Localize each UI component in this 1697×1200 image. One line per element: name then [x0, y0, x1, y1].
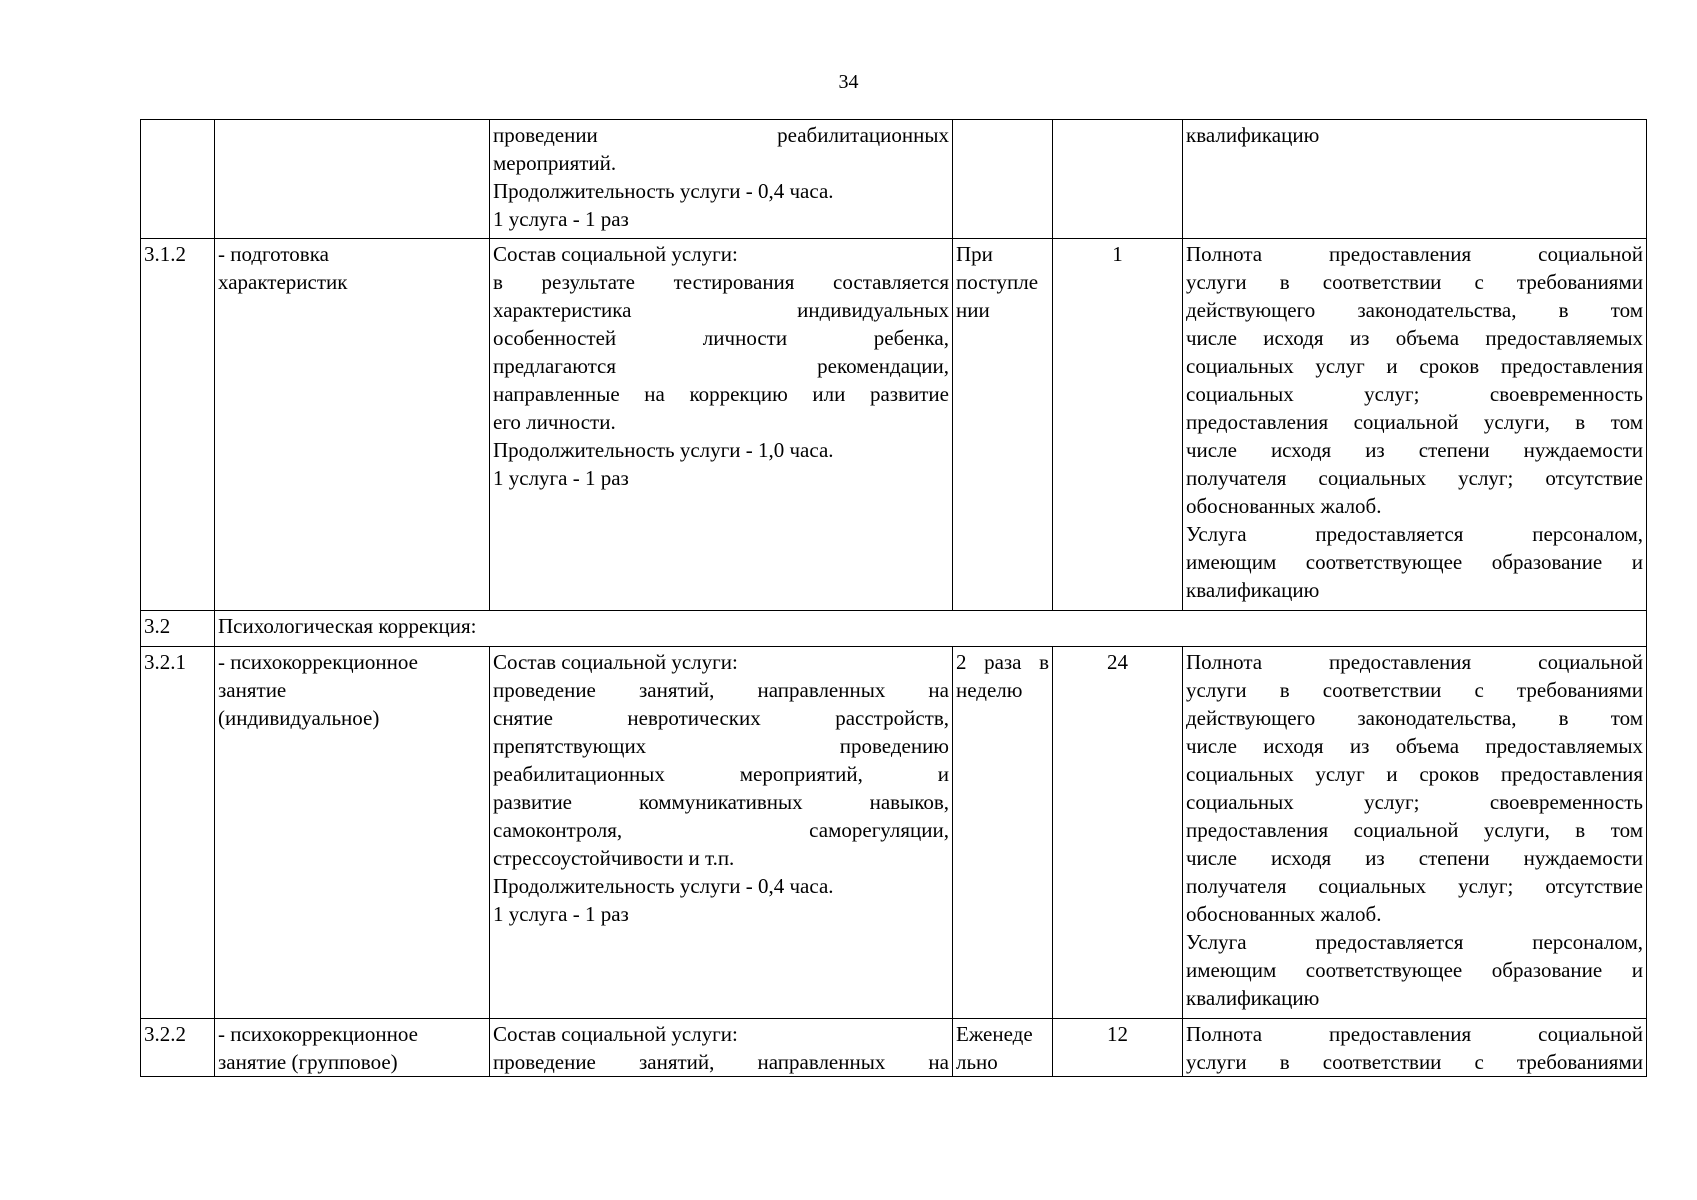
service-content-cell: [490, 647, 953, 1019]
frequency-line: Еженеде: [956, 1022, 1033, 1046]
criteria-line: социальных услуг; своевременность: [1186, 382, 1643, 406]
table-row: [141, 120, 1647, 239]
frequency-line: При: [956, 242, 993, 266]
criteria-line: числе исходя из объема предоставляемых: [1186, 734, 1643, 758]
content-line: снятие невротических расстройств,: [493, 706, 949, 730]
frequency-cell: [953, 647, 1053, 1019]
content-line: препятствующих проведению: [493, 734, 949, 758]
criteria-line: услуги в соответствии с требованиями: [1186, 1050, 1643, 1074]
count-cell: 1: [1053, 239, 1183, 611]
service-name-cell: [215, 1019, 490, 1077]
name-line: занятие: [218, 678, 287, 702]
content-line: реабилитационных мероприятий, и: [493, 762, 949, 786]
content-line: Продолжительность услуги - 0,4 часа.: [493, 179, 834, 203]
criteria-line: предоставления социальной услуги, в том: [1186, 410, 1643, 434]
criteria-line: услуги в соответствии с требованиями: [1186, 678, 1643, 702]
criteria-line: социальных услуг; своевременность: [1186, 790, 1643, 814]
name-line: занятие (групповое): [218, 1050, 398, 1074]
name-line: - подготовка: [218, 242, 329, 266]
service-content-cell: [490, 239, 953, 611]
criteria-line: числе исходя из степени нуждаемости: [1186, 846, 1643, 870]
content-line: мероприятий.: [493, 151, 617, 175]
criteria-line: Полнота предоставления социальной: [1186, 1022, 1643, 1046]
content-line: Продолжительность услуги - 0,4 часа.: [493, 874, 834, 898]
count-cell: 24: [1053, 647, 1183, 1019]
section-row: [141, 611, 1647, 647]
content-line: проведении реабилитационных: [493, 123, 949, 147]
content-line: Состав социальной услуги:: [493, 650, 738, 674]
row-number-cell: [141, 120, 215, 239]
table-row: [141, 647, 1647, 1019]
criteria-line: получателя социальных услуг; отсутствие: [1186, 466, 1643, 490]
content-line: проведение занятий, направленных на: [493, 1050, 949, 1074]
content-line: в результате тестирования составляется: [493, 270, 949, 294]
criteria-line: действующего законодательства, в том: [1186, 298, 1643, 322]
service-name-cell: [215, 239, 490, 611]
name-line: - психокоррекционное: [218, 1022, 418, 1046]
section-title-cell: Психологическая коррекция:: [215, 611, 1647, 647]
criteria-line: действующего законодательства, в том: [1186, 706, 1643, 730]
criteria-line: получателя социальных услуг; отсутствие: [1186, 874, 1643, 898]
content-line: 1 услуга - 1 раз: [493, 902, 629, 926]
table-row: [141, 239, 1647, 611]
criteria-cell: [1183, 239, 1647, 611]
criteria-line: предоставления социальной услуги, в том: [1186, 818, 1643, 842]
count-cell: [1053, 120, 1183, 239]
name-line: - психокоррекционное: [218, 650, 418, 674]
criteria-line: имеющим соответствующее образование и: [1186, 958, 1643, 982]
frequency-line: 2 раза в: [956, 650, 1049, 674]
content-line: его личности.: [493, 410, 616, 434]
content-line: проведение занятий, направленных на: [493, 678, 949, 702]
section-number-cell: 3.2: [141, 611, 215, 647]
row-number-cell: 3.1.2: [141, 239, 215, 611]
service-content-cell: [490, 1019, 953, 1077]
criteria-line: обоснованных жалоб.: [1186, 902, 1382, 926]
content-line: Состав социальной услуги:: [493, 242, 738, 266]
content-line: 1 услуга - 1 раз: [493, 207, 629, 231]
name-line: (индивидуальное): [218, 706, 380, 730]
service-name-cell: [215, 647, 490, 1019]
services-table: [140, 119, 1647, 1077]
content-line: предлагаются рекомендации,: [493, 354, 949, 378]
criteria-line: числе исходя из степени нуждаемости: [1186, 438, 1643, 462]
frequency-line: льно: [956, 1050, 998, 1074]
content-line: развитие коммуникативных навыков,: [493, 790, 949, 814]
criteria-line: социальных услуг и сроков предоставления: [1186, 354, 1643, 378]
frequency-line: неделю: [956, 678, 1023, 702]
criteria-line: квалификацию: [1186, 578, 1320, 602]
criteria-line: Полнота предоставления социальной: [1186, 242, 1643, 266]
frequency-cell: [953, 120, 1053, 239]
criteria-cell: [1183, 120, 1647, 239]
service-name-cell: [215, 120, 490, 239]
criteria-line: квалификацию: [1186, 123, 1320, 147]
criteria-line: числе исходя из объема предоставляемых: [1186, 326, 1643, 350]
criteria-cell: [1183, 647, 1647, 1019]
content-line: самоконтроля, саморегуляции,: [493, 818, 949, 842]
table-row: [141, 1019, 1647, 1077]
criteria-line: Услуга предоставляется персоналом,: [1186, 930, 1643, 954]
criteria-line: квалификацию: [1186, 986, 1320, 1010]
criteria-cell: [1183, 1019, 1647, 1077]
content-line: стрессоустойчивости и т.п.: [493, 846, 735, 870]
frequency-line: нии: [956, 298, 990, 322]
count-cell: 12: [1053, 1019, 1183, 1077]
frequency-line: поступле: [956, 270, 1039, 294]
content-line: Состав социальной услуги:: [493, 1022, 738, 1046]
criteria-line: социальных услуг и сроков предоставления: [1186, 762, 1643, 786]
service-content-cell: [490, 120, 953, 239]
row-number-cell: 3.2.2: [141, 1019, 215, 1077]
criteria-line: Полнота предоставления социальной: [1186, 650, 1643, 674]
content-line: особенностей личности ребенка,: [493, 326, 949, 350]
name-line: характеристик: [218, 270, 348, 294]
content-line: характеристика индивидуальных: [493, 298, 949, 322]
frequency-cell: [953, 239, 1053, 611]
content-line: направленные на коррекцию или развитие: [493, 382, 949, 406]
row-number-cell: 3.2.1: [141, 647, 215, 1019]
criteria-line: обоснованных жалоб.: [1186, 494, 1382, 518]
criteria-line: услуги в соответствии с требованиями: [1186, 270, 1643, 294]
content-line: 1 услуга - 1 раз: [493, 466, 629, 490]
criteria-line: имеющим соответствующее образование и: [1186, 550, 1643, 574]
frequency-cell: [953, 1019, 1053, 1077]
criteria-line: Услуга предоставляется персоналом,: [1186, 522, 1643, 546]
content-line: Продолжительность услуги - 1,0 часа.: [493, 438, 834, 462]
page-number: 34: [838, 71, 859, 93]
